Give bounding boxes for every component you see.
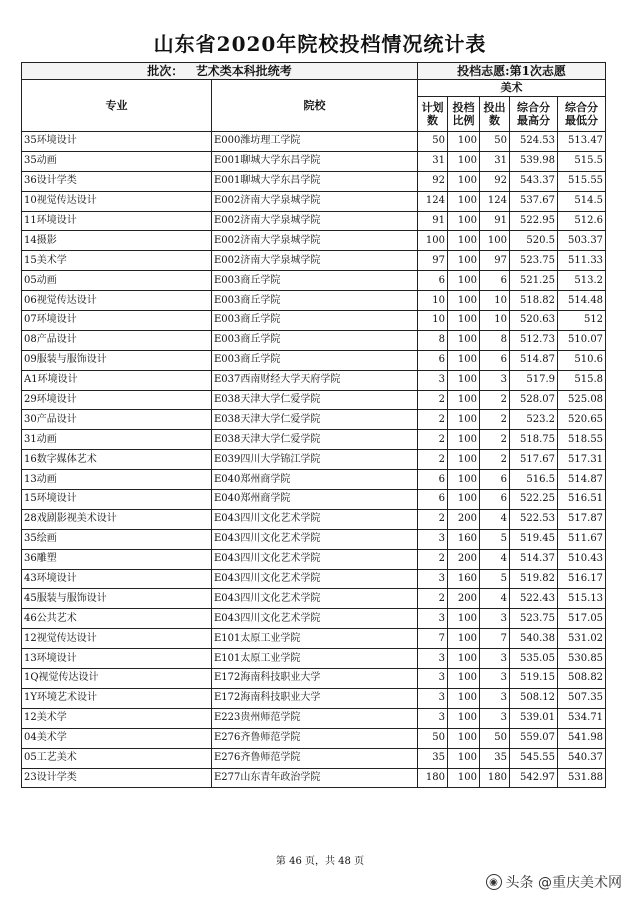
cell-major: 31动画 (22, 430, 212, 450)
cell-min: 512 (558, 311, 606, 331)
header-school: 院校 (212, 80, 418, 132)
header-out: 投出数 (480, 97, 510, 132)
cell-major: 10视觉传达设计 (22, 191, 212, 211)
table-row (22, 350, 606, 370)
cell-major: 15美术学 (22, 251, 212, 271)
cell-school: E043四川文化艺术学院 (212, 549, 418, 569)
cell-ratio: 100 (448, 211, 480, 231)
cell-plan: 6 (418, 271, 448, 291)
cell-max: 514.37 (510, 549, 558, 569)
cell-school: E038天津大学仁爱学院 (212, 430, 418, 450)
cell-plan: 3 (418, 688, 448, 708)
cell-major: 36设计学类 (22, 171, 212, 191)
cell-school: E039四川大学锦江学院 (212, 450, 418, 470)
cell-school: E038天津大学仁爱学院 (212, 390, 418, 410)
cell-school: E172海南科技职业大学 (212, 669, 418, 689)
cell-max: 559.07 (510, 728, 558, 748)
page-title: 山东省2020年院校投档情况统计表 (153, 32, 487, 56)
table-row (22, 430, 606, 450)
volunteer-cell: 投档志愿:第1次志愿 (418, 63, 606, 80)
cell-max: 523.75 (510, 251, 558, 271)
cell-min: 541.98 (558, 728, 606, 748)
cell-min: 503.37 (558, 231, 606, 251)
cell-ratio: 100 (448, 191, 480, 211)
cell-major: 35动画 (22, 151, 212, 171)
cell-school: E043四川文化艺术学院 (212, 609, 418, 629)
cell-min: 515.13 (558, 589, 606, 609)
cell-out: 4 (480, 509, 510, 529)
cell-major: 07环境设计 (22, 311, 212, 331)
cell-min: 515.8 (558, 370, 606, 390)
cell-school: E003商丘学院 (212, 271, 418, 291)
cell-school: E276齐鲁师范学院 (212, 728, 418, 748)
cell-min: 513.47 (558, 132, 606, 152)
table-row (22, 688, 606, 708)
cell-school: E277山东青年政治学院 (212, 768, 418, 788)
cell-out: 4 (480, 549, 510, 569)
cell-school: E002济南大学泉城学院 (212, 231, 418, 251)
table-row (22, 231, 606, 251)
cell-max: 519.45 (510, 529, 558, 549)
cell-min: 516.17 (558, 569, 606, 589)
cell-out: 5 (480, 569, 510, 589)
cell-major: 15环境设计 (22, 490, 212, 510)
cell-ratio: 100 (448, 728, 480, 748)
cell-plan: 6 (418, 490, 448, 510)
cell-out: 5 (480, 529, 510, 549)
cell-min: 510.07 (558, 330, 606, 350)
cell-min: 511.67 (558, 529, 606, 549)
cell-min: 517.87 (558, 509, 606, 529)
cell-out: 50 (480, 132, 510, 152)
cell-ratio: 100 (448, 768, 480, 788)
cell-plan: 2 (418, 509, 448, 529)
table-row (22, 649, 606, 669)
cell-plan: 124 (418, 191, 448, 211)
cell-school: E001聊城大学东昌学院 (212, 171, 418, 191)
table-row (22, 509, 606, 529)
table-row (22, 410, 606, 430)
cell-out: 2 (480, 410, 510, 430)
cell-ratio: 100 (448, 410, 480, 430)
cell-major: 45服装与服饰设计 (22, 589, 212, 609)
cell-ratio: 100 (448, 350, 480, 370)
cell-out: 2 (480, 390, 510, 410)
cell-school: E037西南财经大学天府学院 (212, 370, 418, 390)
cell-min: 514.48 (558, 291, 606, 311)
cell-min: 520.65 (558, 410, 606, 430)
cell-plan: 8 (418, 330, 448, 350)
cell-major: 05工艺美术 (22, 748, 212, 768)
cell-plan: 100 (418, 231, 448, 251)
table-row (22, 629, 606, 649)
cell-plan: 50 (418, 132, 448, 152)
cell-major: 16数字媒体艺术 (22, 450, 212, 470)
cell-school: E038天津大学仁爱学院 (212, 410, 418, 430)
cell-school: E003商丘学院 (212, 350, 418, 370)
cell-out: 92 (480, 171, 510, 191)
cell-school: E043四川文化艺术学院 (212, 529, 418, 549)
cell-min: 515.5 (558, 151, 606, 171)
cell-school: E003商丘学院 (212, 311, 418, 331)
cell-min: 516.51 (558, 490, 606, 510)
cell-school: E003商丘学院 (212, 291, 418, 311)
cell-major: 14摄影 (22, 231, 212, 251)
cell-major: 30产品设计 (22, 410, 212, 430)
cell-ratio: 200 (448, 589, 480, 609)
table-row (22, 291, 606, 311)
table-row (22, 728, 606, 748)
header-row-1 (22, 80, 606, 97)
cell-min: 514.87 (558, 470, 606, 490)
cell-min: 518.55 (558, 430, 606, 450)
cell-major: 12视觉传达设计 (22, 629, 212, 649)
cell-major: 28戏剧影视美术设计 (22, 509, 212, 529)
cell-ratio: 100 (448, 370, 480, 390)
cell-min: 530.85 (558, 649, 606, 669)
cell-out: 4 (480, 589, 510, 609)
cell-min: 510.6 (558, 350, 606, 370)
cell-school: E043四川文化艺术学院 (212, 509, 418, 529)
cell-out: 50 (480, 728, 510, 748)
cell-major: 36雕塑 (22, 549, 212, 569)
toutiao-icon: ◉ (486, 874, 502, 890)
cell-plan: 2 (418, 410, 448, 430)
cell-major: 23设计学类 (22, 768, 212, 788)
cell-max: 512.73 (510, 330, 558, 350)
cell-major: 06视觉传达设计 (22, 291, 212, 311)
cell-major: 1Y环境艺术设计 (22, 688, 212, 708)
cell-out: 100 (480, 231, 510, 251)
cell-school: E002济南大学泉城学院 (212, 211, 418, 231)
cell-ratio: 100 (448, 311, 480, 331)
cell-out: 3 (480, 669, 510, 689)
cell-ratio: 100 (448, 629, 480, 649)
table-row (22, 768, 606, 788)
table-row (22, 211, 606, 231)
cell-ratio: 100 (448, 291, 480, 311)
cell-school: E003商丘学院 (212, 330, 418, 350)
cell-min: 508.82 (558, 669, 606, 689)
cell-ratio: 100 (448, 688, 480, 708)
cell-max: 524.53 (510, 132, 558, 152)
cell-max: 518.82 (510, 291, 558, 311)
cell-min: 525.08 (558, 390, 606, 410)
cell-major: 35绘画 (22, 529, 212, 549)
cell-out: 6 (480, 271, 510, 291)
cell-min: 507.35 (558, 688, 606, 708)
cell-major: 13动画 (22, 470, 212, 490)
cell-major: 35环境设计 (22, 132, 212, 152)
cell-ratio: 100 (448, 330, 480, 350)
cell-ratio: 160 (448, 569, 480, 589)
cell-major: 05动画 (22, 271, 212, 291)
cell-max: 535.05 (510, 649, 558, 669)
cell-school: E040郑州商学院 (212, 490, 418, 510)
cell-school: E000潍坊理工学院 (212, 132, 418, 152)
cell-out: 3 (480, 688, 510, 708)
cell-min: 510.43 (558, 549, 606, 569)
table-row (22, 191, 606, 211)
cell-ratio: 100 (448, 390, 480, 410)
header-min: 综合分最低分 (558, 97, 606, 132)
cell-plan: 2 (418, 589, 448, 609)
cell-plan: 92 (418, 171, 448, 191)
cell-max: 539.98 (510, 151, 558, 171)
cell-out: 180 (480, 768, 510, 788)
cell-major: 13环境设计 (22, 649, 212, 669)
table-row (22, 311, 606, 331)
cell-ratio: 100 (448, 430, 480, 450)
cell-ratio: 100 (448, 609, 480, 629)
batch-label: 批次： (147, 64, 184, 78)
cell-out: 6 (480, 350, 510, 370)
table-row (22, 251, 606, 271)
cell-plan: 3 (418, 569, 448, 589)
cell-ratio: 100 (448, 490, 480, 510)
cell-major: 08产品设计 (22, 330, 212, 350)
cell-plan: 3 (418, 649, 448, 669)
cell-max: 517.9 (510, 370, 558, 390)
cell-plan: 6 (418, 350, 448, 370)
cell-min: 517.05 (558, 609, 606, 629)
table-row (22, 450, 606, 470)
cell-ratio: 100 (448, 470, 480, 490)
cell-school: E040郑州商学院 (212, 470, 418, 490)
cell-ratio: 100 (448, 649, 480, 669)
cell-plan: 3 (418, 669, 448, 689)
cell-out: 3 (480, 370, 510, 390)
cell-major: A1环境设计 (22, 370, 212, 390)
cell-plan: 6 (418, 470, 448, 490)
cell-max: 537.67 (510, 191, 558, 211)
cell-max: 521.25 (510, 271, 558, 291)
batch-row (22, 63, 606, 80)
cell-out: 6 (480, 470, 510, 490)
cell-plan: 2 (418, 430, 448, 450)
cell-plan: 35 (418, 748, 448, 768)
cell-ratio: 100 (448, 171, 480, 191)
cell-plan: 10 (418, 311, 448, 331)
cell-out: 91 (480, 211, 510, 231)
cell-ratio: 100 (448, 708, 480, 728)
cell-max: 508.12 (510, 688, 558, 708)
cell-school: E223贵州师范学院 (212, 708, 418, 728)
cell-ratio: 100 (448, 271, 480, 291)
cell-plan: 97 (418, 251, 448, 271)
cell-ratio: 160 (448, 529, 480, 549)
table-row (22, 271, 606, 291)
table-row (22, 132, 606, 152)
cell-plan: 3 (418, 529, 448, 549)
cell-max: 522.95 (510, 211, 558, 231)
cell-max: 522.53 (510, 509, 558, 529)
cell-out: 2 (480, 450, 510, 470)
cell-ratio: 100 (448, 748, 480, 768)
cell-ratio: 100 (448, 251, 480, 271)
cell-school: E002济南大学泉城学院 (212, 191, 418, 211)
cell-plan: 10 (418, 291, 448, 311)
cell-plan: 3 (418, 370, 448, 390)
cell-max: 520.5 (510, 231, 558, 251)
cell-school: E101太原工业学院 (212, 649, 418, 669)
cell-out: 10 (480, 291, 510, 311)
cell-plan: 3 (418, 708, 448, 728)
cell-plan: 2 (418, 390, 448, 410)
table-row (22, 470, 606, 490)
cell-max: 520.63 (510, 311, 558, 331)
cell-major: 46公共艺术 (22, 609, 212, 629)
header-plan: 计划数 (418, 97, 448, 132)
cell-plan: 180 (418, 768, 448, 788)
table-row (22, 609, 606, 629)
table-body (22, 132, 606, 788)
table-row (22, 490, 606, 510)
cell-max: 514.87 (510, 350, 558, 370)
header-major: 专业 (22, 80, 212, 132)
cell-min: 517.31 (558, 450, 606, 470)
cell-major: 29环境设计 (22, 390, 212, 410)
cell-plan: 91 (418, 211, 448, 231)
table-row (22, 529, 606, 549)
cell-out: 10 (480, 311, 510, 331)
cell-school: E043四川文化艺术学院 (212, 569, 418, 589)
cell-max: 522.25 (510, 490, 558, 510)
batch-cell (22, 63, 418, 80)
table-row (22, 330, 606, 350)
table-row (22, 390, 606, 410)
batch-value: 艺术类本科批统考 (195, 64, 292, 78)
watermark (486, 872, 622, 892)
header-max: 综合分最高分 (510, 97, 558, 132)
cell-min: 534.71 (558, 708, 606, 728)
table-row (22, 708, 606, 728)
table-row (22, 569, 606, 589)
cell-out: 3 (480, 609, 510, 629)
cell-ratio: 100 (448, 450, 480, 470)
cell-out: 3 (480, 708, 510, 728)
cell-max: 540.38 (510, 629, 558, 649)
cell-max: 516.5 (510, 470, 558, 490)
cell-ratio: 100 (448, 669, 480, 689)
cell-major: 11环境设计 (22, 211, 212, 231)
cell-min: 512.6 (558, 211, 606, 231)
cell-max: 542.97 (510, 768, 558, 788)
cell-plan: 50 (418, 728, 448, 748)
cell-plan: 31 (418, 151, 448, 171)
table-row (22, 151, 606, 171)
cell-school: E002济南大学泉城学院 (212, 251, 418, 271)
cell-out: 31 (480, 151, 510, 171)
cell-max: 528.07 (510, 390, 558, 410)
cell-out: 35 (480, 748, 510, 768)
cell-max: 519.15 (510, 669, 558, 689)
cell-max: 523.75 (510, 609, 558, 629)
cell-max: 543.37 (510, 171, 558, 191)
cell-min: 514.5 (558, 191, 606, 211)
cell-school: E043四川文化艺术学院 (212, 589, 418, 609)
table-row (22, 589, 606, 609)
cell-major: 43环境设计 (22, 569, 212, 589)
cell-max: 517.67 (510, 450, 558, 470)
cell-out: 2 (480, 430, 510, 450)
table-row (22, 748, 606, 768)
cell-school: E172海南科技职业大学 (212, 688, 418, 708)
cell-max: 522.43 (510, 589, 558, 609)
admission-table (21, 62, 606, 788)
cell-ratio: 100 (448, 231, 480, 251)
table-row (22, 171, 606, 191)
cell-out: 124 (480, 191, 510, 211)
cell-major: 04美术学 (22, 728, 212, 748)
table-row (22, 370, 606, 390)
cell-plan: 2 (418, 549, 448, 569)
table-row (22, 669, 606, 689)
cell-max: 518.75 (510, 430, 558, 450)
cell-max: 539.01 (510, 708, 558, 728)
cell-min: 515.55 (558, 171, 606, 191)
cell-plan: 2 (418, 450, 448, 470)
cell-major: 12美术学 (22, 708, 212, 728)
cell-out: 8 (480, 330, 510, 350)
cell-ratio: 100 (448, 151, 480, 171)
cell-ratio: 200 (448, 549, 480, 569)
cell-plan: 3 (418, 609, 448, 629)
cell-plan: 7 (418, 629, 448, 649)
cell-min: 531.02 (558, 629, 606, 649)
cell-out: 7 (480, 629, 510, 649)
cell-max: 519.82 (510, 569, 558, 589)
page-footer: 第 46 页，共 48 页 (275, 856, 365, 867)
cell-school: E001聊城大学东昌学院 (212, 151, 418, 171)
cell-min: 540.37 (558, 748, 606, 768)
table-row (22, 549, 606, 569)
cell-min: 531.88 (558, 768, 606, 788)
cell-out: 3 (480, 649, 510, 669)
header-art: 美术 (418, 80, 606, 97)
cell-max: 545.55 (510, 748, 558, 768)
watermark-text: 头条 @重庆美术网 (505, 875, 622, 891)
cell-major: 09服装与服饰设计 (22, 350, 212, 370)
cell-school: E101太原工业学院 (212, 629, 418, 649)
cell-max: 523.2 (510, 410, 558, 430)
cell-out: 6 (480, 490, 510, 510)
cell-ratio: 200 (448, 509, 480, 529)
header-ratio: 投档比例 (448, 97, 480, 132)
cell-school: E276齐鲁师范学院 (212, 748, 418, 768)
cell-out: 97 (480, 251, 510, 271)
cell-min: 513.2 (558, 271, 606, 291)
cell-major: 1Q视觉传达设计 (22, 669, 212, 689)
cell-ratio: 100 (448, 132, 480, 152)
cell-min: 511.33 (558, 251, 606, 271)
